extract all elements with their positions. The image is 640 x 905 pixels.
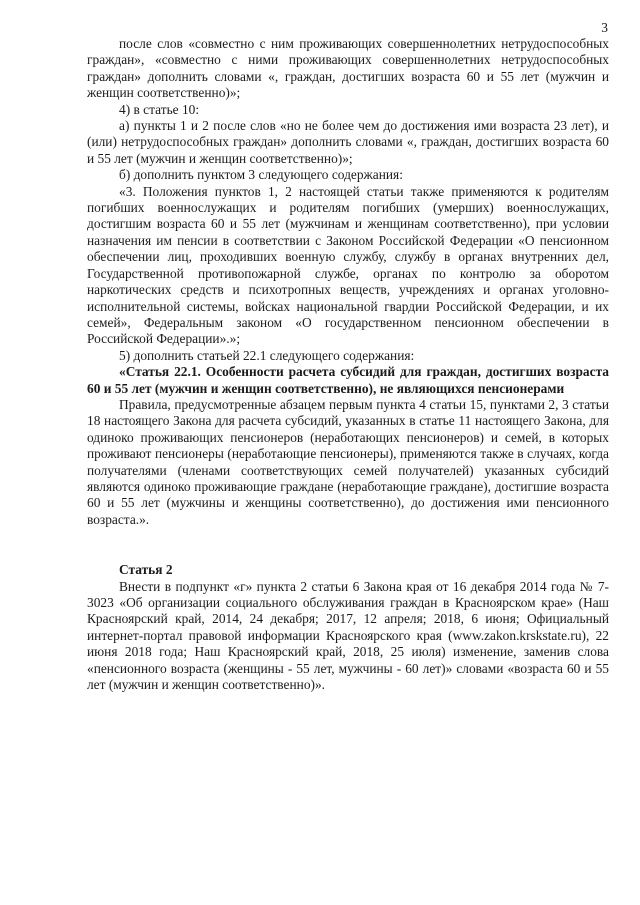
paragraph-clause-3: «3. Положения пунктов 1, 2 настоящей статьи также применяются к родителям погибших военнослужащих и родителям погибших (умерших) военнослужащих, достигшим возраста 60 и 55 лет (мужчинам и женщинам соответственно), при условии назначения им пенсии в соответствии с Законом Российской Федерации «О пенсионном обеспечении лиц, проходивших военную службу, службу в органах внутренних дел, Государственной противопожарной службе, органах по контролю за оборотом наркотических средств и психотропных веществ, учреждениях и органах уголовно-исполнительной системы, войсках национальной гвардии Российской Федерации, и их семей», Федеральным законом «О государственном пенсионном обеспечении в Российской Федерации».»;: [87, 183, 609, 347]
page-number: 3: [601, 20, 608, 35]
section-gap: [87, 528, 609, 562]
article-22-1-heading: «Статья 22.1. Особенности расчета субсидий для граждан, достигших возраста 60 и 55 лет (мужчин и женщин соответственно), не являющихся пенсионерами: [87, 364, 609, 396]
article-2-body: Внести в подпункт «г» пункта 2 статьи 6 Закона края от 16 декабря 2014 года № 7-3023 «Об организации социального обслуживания граждан в Красноярском крае» (Наш Красноярский край, 2014, 24 декабря; 2017, 12 апреля; 2018, 6 июня; Официальный интернет-портал правовой информации Красноярского края (www.zakon.krskstate.ru), 22 июня 2018 года; Наш Красноярский край, 2018, 25 июля) изменение, заменив слова «пенсионного возраста (женщины - 55 лет, мужчины - 60 лет)» словами «возраста 60 и 55 лет (мужчин и женщин соответственно)».: [87, 578, 609, 693]
article-22-1-body: Правила, предусмотренные абзацем первым пункта 4 статьи 15, пунктами 2, 3 статьи 18 настоящего Закона для расчета субсидий, указанных в статье 11 настоящего Закона, для одиноко проживающих пенсионеров (неработающих пенсионеров) и семей, в которых проживают пенсионеры (неработающие пенсионеры), применяются также в случаях, когда получателями (членами соответствующих семей получателей) указанных субсидий являются одиноко проживающие граждане (неработающие граждане), достигшие возраста 60 и 55 лет (мужчины и женщины соответственно), до достижения ими пенсионного возраста.».: [87, 396, 609, 527]
paragraph-continuation: после слов «совместно с ним проживающих совершеннолетних нетрудоспособных граждан», «совместно с ними проживающих совершеннолетних нетрудоспособных граждан» дополнить словами «, граждан, достигших возраста 60 и 55 лет (мужчин и женщин соответственно)»;: [87, 36, 609, 101]
paragraph-subitem-a: а) пункты 1 и 2 после слов «но не более чем до достижения ими возраста 23 лет), и (или) нетрудоспособных граждан» дополнить словами «, граждан, достигших возраста 60 и 55 лет (мужчин и женщин соответственно)»;: [87, 118, 609, 166]
document-body: [87, 36, 609, 693]
paragraph-item-5: 5) дополнить статьей 22.1 следующего содержания:: [119, 347, 415, 363]
paragraph-subitem-b: б) дополнить пунктом 3 следующего содержания:: [119, 167, 403, 183]
article-2-heading: Статья 2: [119, 562, 173, 578]
paragraph-item-4: 4) в статье 10:: [119, 101, 200, 117]
